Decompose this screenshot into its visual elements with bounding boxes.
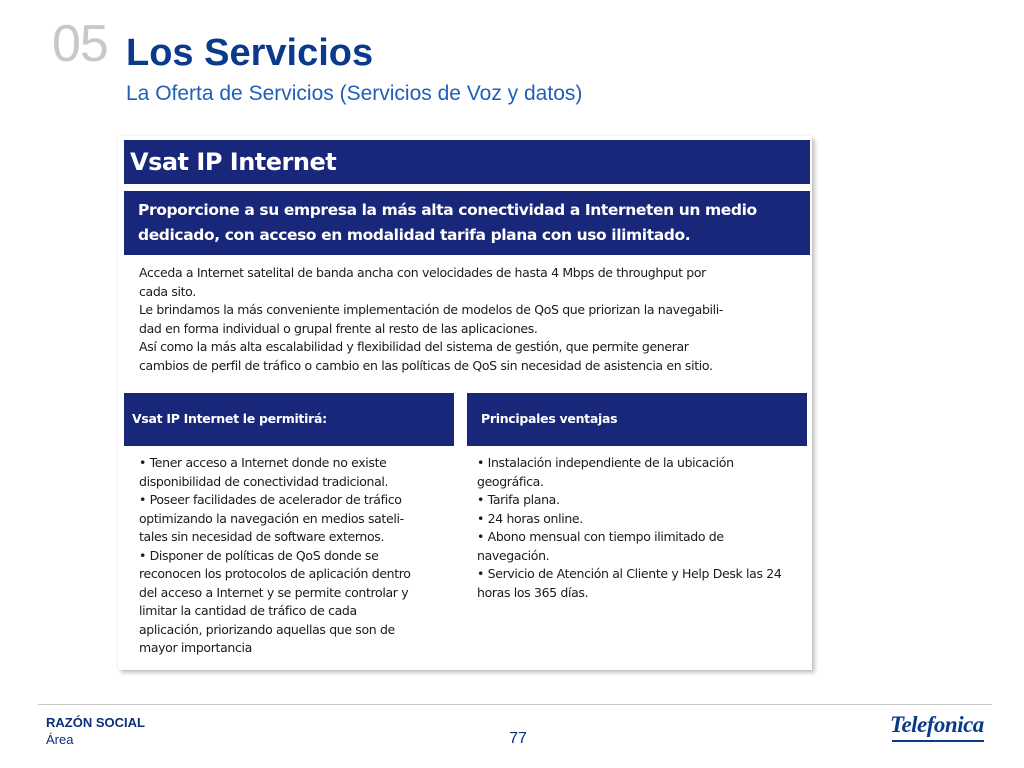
page-subtitle: La Oferta de Servicios (Servicios de Voz y datos) [126,82,583,105]
footer-page-number: 77 [509,730,527,747]
panel-tagline-bar: Proporcione a su empresa la más alta conectividad a Interneten un medio dedicado, con acceso en modalidad tarifa plana con uso ilimitado. [124,191,810,255]
section-number: 05 [52,15,108,73]
panel-body-text: Acceda a Internet satelital de banda ancha con velocidades de hasta 4 Mbps de throughput por cada sito. Le brindamos la más conveniente implementación de modelos de QoS que priorizan la navegabili- dad en forma individual o grupal frente al resto de las aplicaciones. Así como la más alta escalabilidad y flexibilidad del sistema de gestión, que permite generar cambios de perfil de tráfico o cambio en las políticas de QoS sin necesidad de asistencia en sitio. [139,265,724,373]
telefonica-logo: Telefonica [890,712,984,737]
left-column-heading: Vsat IP Internet le permitirá: [124,393,454,446]
footer-divider [38,704,992,705]
footer-company: RAZÓN SOCIAL [46,715,145,730]
panel-title-bar: Vsat IP Internet [124,140,810,184]
right-column-text: • Instalación independiente de la ubicación geográfica. • Tarifa plana. • 24 horas online. • Abono mensual con tiempo ilimitado de navegación. • Servicio de Atención al Cliente y Help Desk las 24 horas los 365 días. [477,455,782,600]
footer-area: Área [46,732,74,747]
logo-underline [892,740,984,742]
content-panel [118,136,812,670]
right-column-heading: Principales ventajas [467,393,807,446]
page-title: Los Servicios [126,32,374,74]
left-column-text: • Tener acceso a Internet donde no existe disponibilidad de conectividad tradicional. • Poseer facilidades de acelerador de tráfico optimizando la navegación en medios sateli- tales sin necesidad de software externos. • Disponer de políticas de QoS donde se reconocen los protocolos de aplicación dentro del acceso a Internet y se permite controlar y limitar la cantidad de tráfico de cada aplicación, priorizando aquellas que son de mayor importancia [139,455,411,655]
